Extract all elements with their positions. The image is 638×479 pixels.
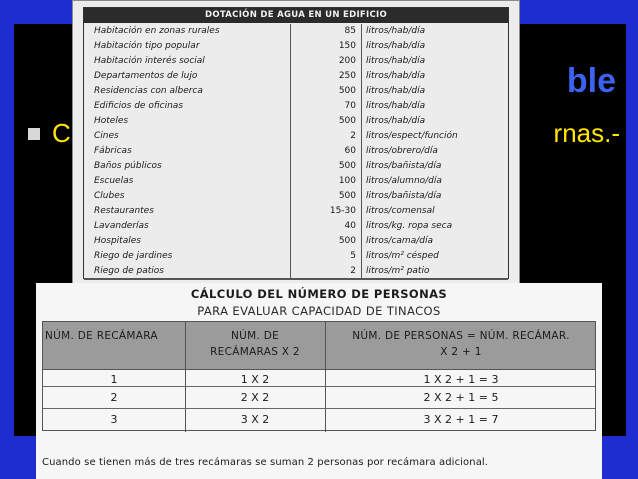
amount-value: 70 — [344, 101, 356, 111]
table-row — [43, 388, 595, 408]
amount-value: 85 — [344, 26, 356, 36]
unit-label: litros/bañista/día — [366, 191, 442, 201]
persons-cell: 1 X 2 + 1 = 3 — [423, 373, 499, 386]
header-line: X 2 + 1 — [440, 346, 482, 358]
amount-value: 100 — [338, 176, 356, 186]
rooms-times-two-cell: 1 X 2 — [240, 373, 270, 386]
persons-cell: 2 X 2 + 1 = 5 — [423, 391, 499, 404]
usage-label: Riego de jardines — [94, 251, 173, 261]
usage-label: Clubes — [94, 191, 125, 201]
unit-label: litros/alumno/día — [366, 176, 442, 186]
persons-calculation-image — [36, 283, 602, 479]
slide-bullet-text-end: rnas.- — [553, 118, 620, 148]
row-divider — [43, 408, 595, 409]
amount-value: 2 — [350, 131, 356, 141]
table-row — [84, 144, 508, 159]
unit-label: litros/hab/día — [366, 56, 426, 66]
header-rooms-times-two — [185, 322, 325, 370]
table-row — [84, 264, 508, 279]
amount-value: 500 — [338, 191, 356, 201]
table-row — [43, 410, 595, 430]
header-line: NÚM. DE — [230, 330, 280, 342]
usage-label: Escuelas — [94, 176, 134, 186]
unit-label: litros/hab/día — [366, 71, 426, 81]
unit-label: litros/kg. ropa seca — [366, 221, 453, 231]
water-table-body — [84, 24, 508, 279]
table-header — [43, 322, 595, 370]
unit-label: litros/comensal — [366, 206, 435, 216]
unit-label: litros/cama/día — [366, 236, 433, 246]
table-row — [84, 189, 508, 204]
amount-value: 500 — [338, 161, 356, 171]
table-row — [84, 234, 508, 249]
table-row — [84, 249, 508, 264]
rooms-times-two-cell: 3 X 2 — [240, 413, 270, 426]
table-row — [84, 84, 508, 99]
usage-label: Hoteles — [94, 116, 129, 126]
unit-label: litros/hab/día — [366, 86, 426, 96]
table-row — [84, 114, 508, 129]
amount-value: 250 — [338, 71, 356, 81]
amount-value: 15-30 — [329, 206, 356, 216]
table-row — [84, 129, 508, 144]
slide-bullet-text-start: C — [52, 118, 71, 148]
table-row — [84, 174, 508, 189]
unit-label: litros/bañista/día — [366, 161, 442, 171]
usage-label: Restaurantes — [94, 206, 154, 216]
water-table-title: DOTACIÓN DE AGUA EN UN EDIFICIO — [84, 8, 508, 23]
water-allocation-image — [72, 0, 520, 284]
usage-label: Habitación en zonas rurales — [94, 26, 220, 36]
usage-label: Habitación tipo popular — [94, 41, 200, 51]
unit-label: litros/hab/día — [366, 116, 426, 126]
amount-value: 60 — [344, 146, 356, 156]
rooms-cell: 1 — [110, 373, 118, 386]
table-row — [84, 54, 508, 69]
slide-title-fragment: ble — [566, 62, 616, 100]
persons-table-subtitle: PARA EVALUAR CAPACIDAD DE TINACOS — [197, 304, 441, 318]
header-rooms — [45, 322, 185, 370]
header-rooms-text: NÚM. DE RECÁMARA — [45, 330, 158, 342]
unit-label: litros/obrero/día — [366, 146, 438, 156]
persons-calculation-table — [42, 321, 596, 431]
unit-label: litros/m² patio — [366, 266, 430, 276]
rooms-cell: 2 — [110, 391, 118, 404]
amount-value: 200 — [338, 56, 356, 66]
rooms-times-two-cell: 2 X 2 — [240, 391, 270, 404]
persons-table-note: Cuando se tienen más de tres recámaras se suman 2 personas por recámara adicional. — [42, 457, 489, 468]
table-row — [43, 370, 595, 390]
amount-value: 500 — [338, 86, 356, 96]
usage-label: Baños públicos — [94, 161, 162, 171]
unit-label: litros/hab/día — [366, 101, 426, 111]
water-allocation-table — [83, 7, 509, 279]
rooms-cell: 3 — [110, 413, 118, 426]
bullet-icon — [28, 128, 40, 140]
header-line: NÚM. DE PERSONAS = NÚM. RECÁMAR. — [352, 330, 570, 342]
header-persons — [325, 322, 597, 370]
unit-label: litros/m² césped — [366, 251, 439, 261]
usage-label: Residencias con alberca — [94, 86, 203, 96]
usage-label: Edificios de oficinas — [94, 101, 184, 111]
persons-cell: 3 X 2 + 1 = 7 — [423, 413, 499, 426]
amount-value: 5 — [350, 251, 356, 261]
unit-label: litros/espect/función — [366, 131, 458, 141]
header-line: RECÁMARAS X 2 — [210, 346, 300, 358]
table-row — [84, 69, 508, 84]
usage-label: Departamentos de lujo — [94, 71, 198, 81]
amount-value: 2 — [350, 266, 356, 276]
table-row — [84, 24, 508, 39]
amount-value: 40 — [344, 221, 356, 231]
amount-value: 150 — [338, 41, 356, 51]
unit-label: litros/hab/día — [366, 26, 426, 36]
usage-label: Cines — [94, 131, 119, 141]
usage-label: Lavanderías — [94, 221, 149, 231]
table-row — [84, 159, 508, 174]
table-bottom-border — [84, 278, 508, 280]
table-row — [84, 39, 508, 54]
amount-value: 500 — [338, 236, 356, 246]
table-row — [84, 219, 508, 234]
usage-label: Habitación interés social — [94, 56, 205, 66]
unit-label: litros/hab/día — [366, 41, 426, 51]
amount-value: 500 — [338, 116, 356, 126]
table-row — [84, 99, 508, 114]
persons-table-title: CÁLCULO DEL NÚMERO DE PERSONAS — [190, 287, 448, 301]
usage-label: Riego de patios — [94, 266, 164, 276]
usage-label: Hospitales — [94, 236, 141, 246]
usage-label: Fábricas — [94, 146, 132, 156]
table-row — [84, 204, 508, 219]
